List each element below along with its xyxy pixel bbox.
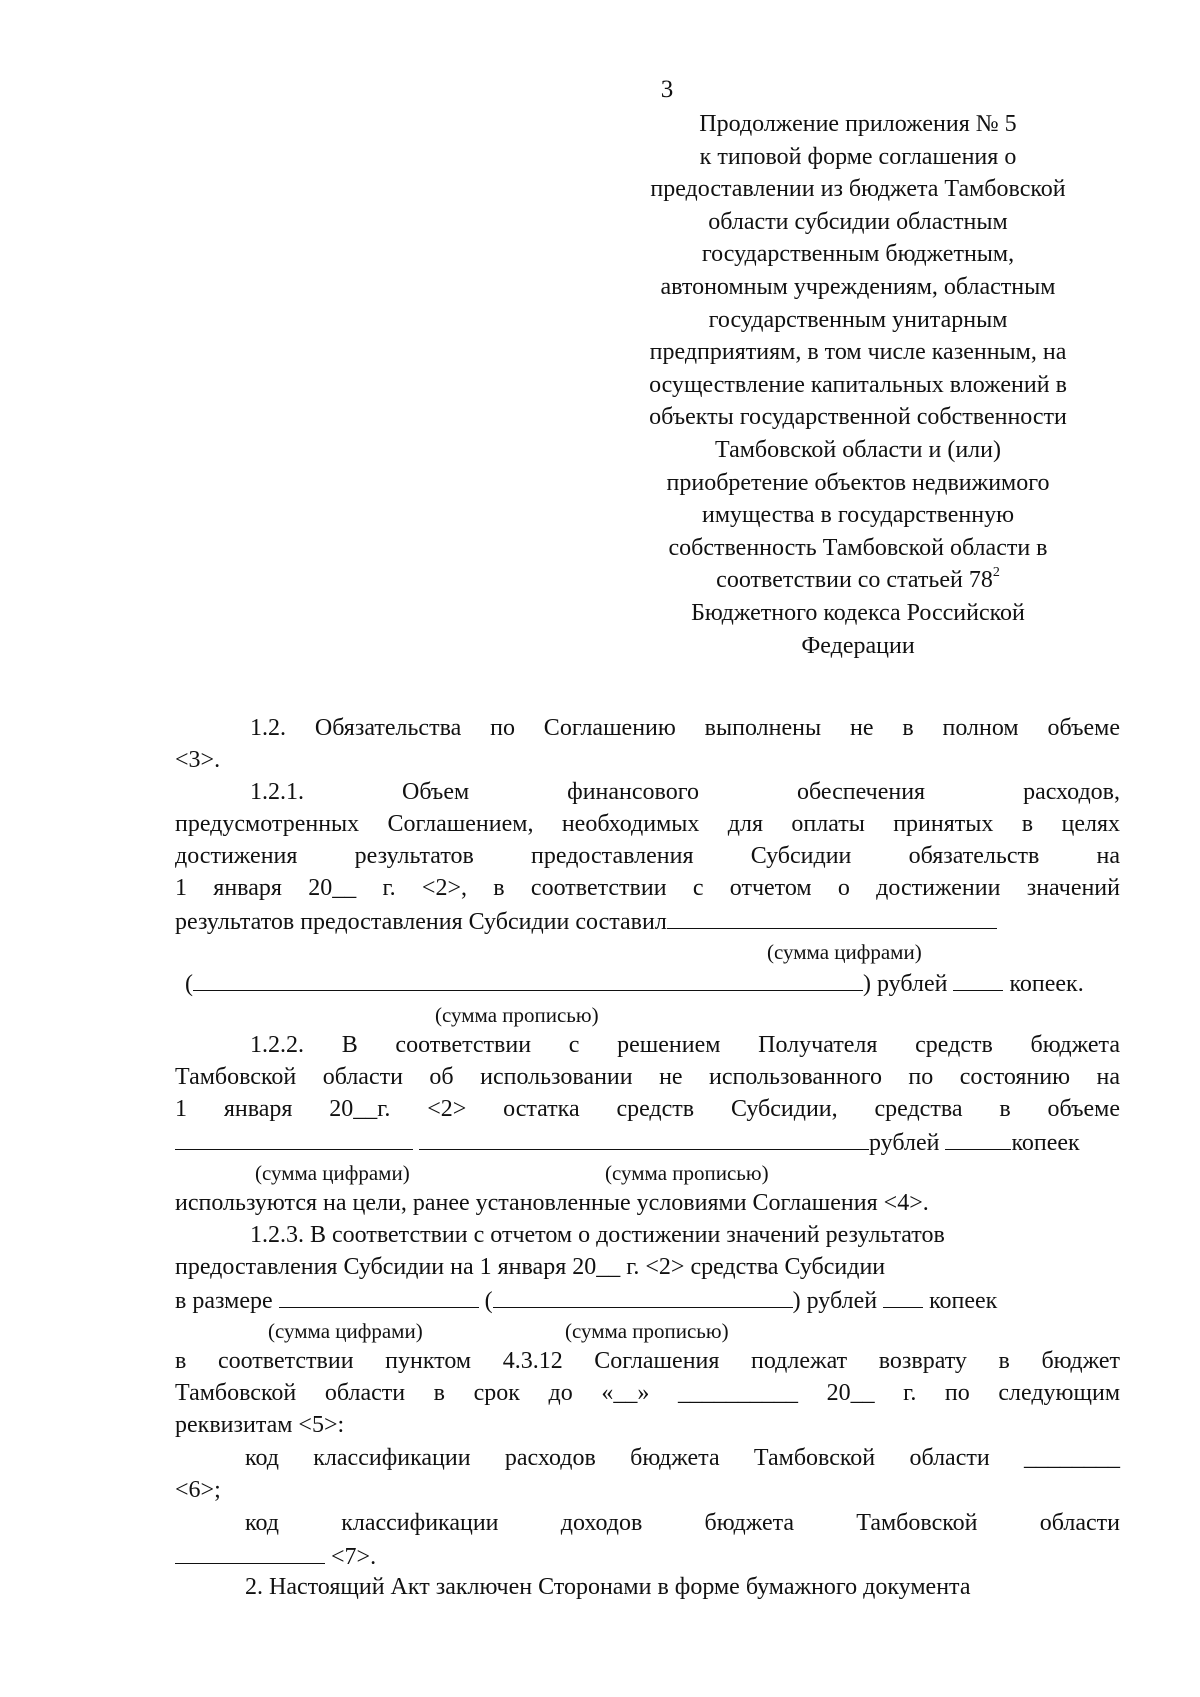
kopecks-label: копеек. xyxy=(1009,971,1084,997)
kopecks-label: копеек xyxy=(929,1288,998,1314)
sum-total-label: результатов предоставления Субсидии составил xyxy=(175,909,667,935)
paragraph-1-2-3-line: 1.2.3. В соответствии с отчетом о достижении значений результатов xyxy=(250,1222,945,1248)
kopecks-blank[interactable] xyxy=(945,1125,1011,1150)
caption-sum-digits: (сумма цифрами) xyxy=(767,940,922,964)
header-line: объекты государственной собственности xyxy=(649,404,1067,431)
in-amount-label: в размере xyxy=(175,1288,273,1314)
header-line: автономным учреждениям, областным xyxy=(660,273,1056,300)
header-line: Продолжение приложения № 5 xyxy=(699,111,1017,137)
article-superscript: 2 xyxy=(992,565,1000,581)
header-article-line xyxy=(608,564,1108,597)
kopecks-blank[interactable] xyxy=(953,966,1003,991)
header-line: Тамбовской области и (или) xyxy=(715,436,1001,463)
header-line: Бюджетного кодекса Российской xyxy=(691,599,1025,626)
paragraph-1-2-1-line: предусмотренных Соглашением, необходимых для оплаты принятых в целях xyxy=(175,811,1120,837)
income-code-blank[interactable] xyxy=(175,1539,325,1564)
open-parenthesis: ( xyxy=(484,1288,493,1314)
caption-sum-digits: (сумма цифрами) xyxy=(268,1319,423,1343)
rubles-label: рублей xyxy=(869,1130,940,1156)
paragraph-2-line: 2. Настоящий Акт заключен Сторонами в форме бумажного документа xyxy=(245,1574,971,1600)
caption-sum-words: (сумма прописью) xyxy=(565,1319,729,1343)
remainder-words-blank[interactable] xyxy=(419,1125,869,1150)
remainder-digits-blank[interactable] xyxy=(175,1125,413,1150)
sum-words-blank[interactable] xyxy=(193,966,863,991)
paragraph-1-2-1-line: достижения результатов предоставления Субсидии обязательств на xyxy=(175,843,1120,869)
remainder-sum-line xyxy=(175,1125,1120,1159)
paragraph-1-2-1-line: 1.2.1. Объем финансового обеспечения расходов, xyxy=(250,779,1120,805)
header-line: области субсидии областным xyxy=(708,208,1008,235)
rubles-label: ) рублей xyxy=(863,971,948,997)
paragraph-1-2-1-line xyxy=(175,904,1120,938)
appendix-header xyxy=(608,108,1108,662)
income-code-line xyxy=(175,1539,1120,1573)
paragraph-1-2-1-line: 1 января 20__ г. <2>, в соответствии с отчетом о достижении значений xyxy=(175,875,1120,901)
header-line: имущества в государственную xyxy=(701,502,1015,529)
kopecks-label: копеек xyxy=(1011,1130,1080,1156)
open-parenthesis: ( xyxy=(185,971,193,997)
paragraph-1-2-line: 1.2. Обязательства по Соглашению выполнены не в полном объеме xyxy=(250,715,1120,741)
footnote-ref: <7>. xyxy=(331,1544,377,1570)
kopecks-blank[interactable] xyxy=(883,1283,923,1308)
header-line: приобретение объектов недвижимого xyxy=(666,469,1050,496)
paragraph-1-2-2-line: Тамбовской области об использовании не использованного по состоянию на xyxy=(175,1064,1120,1090)
paragraph-1-2-3-line: Тамбовской области в срок до «__» __________ 20__ г. по следующим xyxy=(175,1380,1120,1406)
refund-sum-line xyxy=(175,1283,1120,1317)
income-code-line: код классификации доходов бюджета Тамбовской области xyxy=(245,1510,1120,1536)
expense-code-line: код классификации расходов бюджета Тамбовской области ________ xyxy=(245,1445,1120,1471)
header-line: собственность Тамбовской области в xyxy=(668,534,1048,561)
refund-words-blank[interactable] xyxy=(493,1283,793,1308)
sum-words-line xyxy=(185,966,1130,1000)
paragraph-1-2-3-line: реквизитам <5>: xyxy=(175,1412,345,1438)
paragraph-1-2-2-line: 1 января 20__г. <2> остатка средств Субсидии, средства в объеме xyxy=(175,1096,1120,1122)
paragraph-1-2-2-line: используются на цели, ранее установленные условиями Соглашения <4>. xyxy=(175,1190,929,1216)
paragraph-1-2-2-line: 1.2.2. В соответствии с решением Получателя средств бюджета xyxy=(250,1032,1120,1058)
header-line: государственным унитарным xyxy=(708,306,1008,333)
sum-digits-blank[interactable] xyxy=(667,904,997,929)
article-text: соответствии со статьей 78 xyxy=(716,567,993,594)
refund-digits-blank[interactable] xyxy=(279,1283,479,1308)
caption-sum-words: (сумма прописью) xyxy=(605,1161,769,1185)
paragraph-1-2-3-line: предоставления Субсидии на 1 января 20__ г. <2> средства Субсидии xyxy=(175,1254,886,1280)
page-number: 3 xyxy=(660,76,674,103)
rubles-label: ) рублей xyxy=(792,1288,878,1314)
header-line: Федерации xyxy=(801,632,915,659)
header-line: к типовой форме соглашения о xyxy=(699,143,1017,170)
header-line: осуществление капитальных вложений в xyxy=(649,371,1067,398)
paragraph-1-2-line: <3>. xyxy=(175,747,221,773)
caption-sum-words: (сумма прописью) xyxy=(435,1003,599,1027)
caption-sum-digits: (сумма цифрами) xyxy=(255,1161,410,1185)
header-line: государственным бюджетным, xyxy=(701,241,1015,268)
paragraph-1-2-3-line: в соответствии пунктом 4.3.12 Соглашения подлежат возврату в бюджет xyxy=(175,1348,1120,1374)
expense-code-line: <6>; xyxy=(175,1477,221,1503)
header-line: предоставлении из бюджета Тамбовской xyxy=(650,176,1066,203)
header-line: предприятиям, в том числе казенным, на xyxy=(649,339,1067,366)
